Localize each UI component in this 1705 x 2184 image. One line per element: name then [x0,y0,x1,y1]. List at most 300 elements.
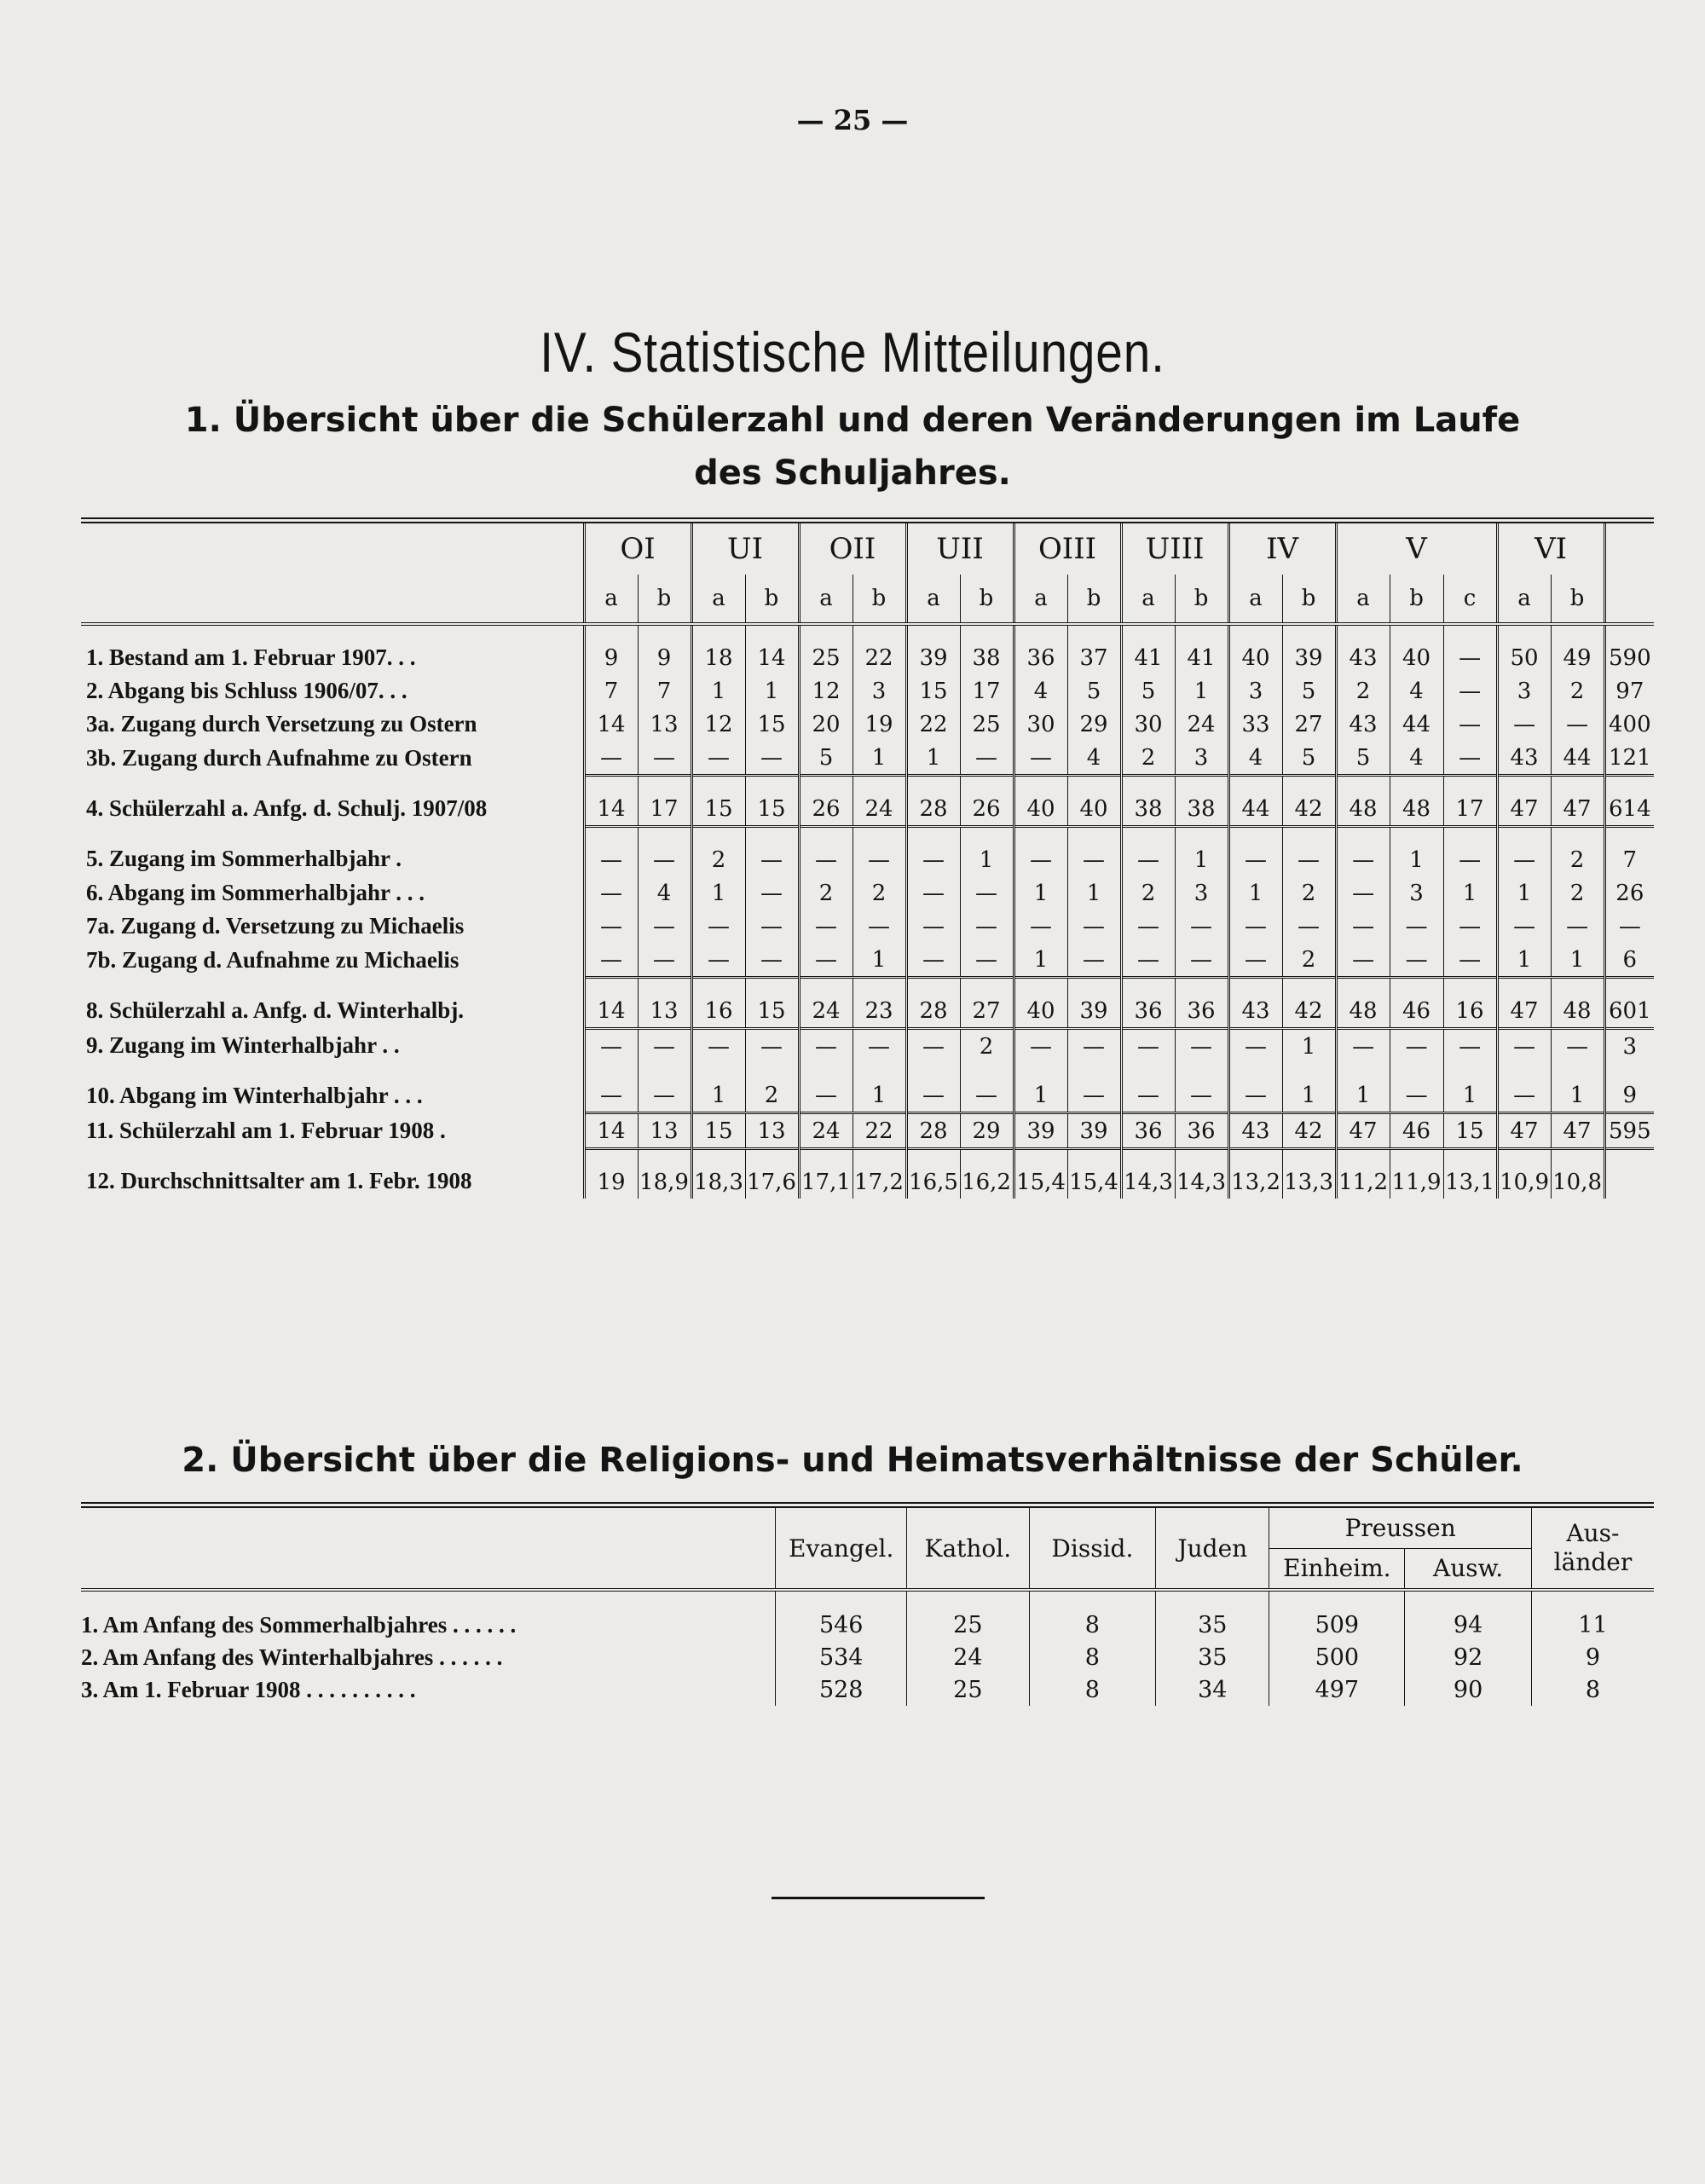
table-cell: — [1390,1029,1443,1064]
header-auslaender-line1: Aus- [1566,1519,1620,1547]
table-cell: 47 [1551,776,1604,827]
table-cell: — [1014,910,1067,943]
table-cell: 3 [1390,876,1443,910]
row-label: 1. Bestand am 1. Februar 1907. . . [86,644,416,670]
header-ausw: Ausw. [1405,1548,1532,1590]
table-cell: — [1443,741,1497,776]
table-cell: 2 [1551,827,1604,877]
row-total: 614 [1604,776,1654,827]
table-cell: — [1443,624,1497,674]
table-cell: 1 [1175,674,1228,708]
table-cell: 1 [745,674,799,708]
table-cell: — [745,943,799,978]
table-cell: — [745,741,799,776]
subclass-header: a [1336,575,1390,624]
subclass-header: a [584,575,638,624]
table-cell: 29 [960,1113,1014,1149]
table-cell: 38 [1121,776,1175,827]
header-auslaender [1531,1505,1654,1591]
table-cell: 14 [584,1113,638,1149]
table-cell: 9 [1531,1641,1654,1673]
table-cell: 40 [1390,624,1443,674]
row-label: 5. Zugang im Sommerhalbjahr . [86,846,402,872]
table-cell: 15 [691,776,745,827]
table-cell: 2 [960,1029,1014,1064]
religion-origin-table [81,1502,1654,1706]
table-cell: 39 [1014,1113,1067,1149]
table-cell: 25 [907,1590,1029,1641]
table-cell: — [852,1029,906,1064]
table-cell: — [1121,910,1175,943]
table2-label-header [81,1505,776,1591]
class-header: V [1336,521,1497,575]
table-cell: — [1497,910,1551,943]
table-cell: 1 [1497,876,1551,910]
table-cell: 41 [1121,624,1175,674]
table-cell: 1 [1551,1063,1604,1113]
subclass-header: b [1282,575,1336,624]
table-cell: 4 [1067,741,1121,776]
table-cell: 4 [1228,741,1282,776]
table-cell: 40 [1014,776,1067,827]
table-row [81,1063,1654,1113]
table-cell: 23 [852,978,906,1029]
table-cell: 42 [1282,1113,1336,1149]
table-cell: — [799,910,852,943]
table-cell: 1 [1228,876,1282,910]
table-cell: 3 [852,674,906,708]
table-cell: — [1497,1063,1551,1113]
table-cell: 20 [799,708,852,741]
religion-origin-body [81,1590,1654,1706]
header-dissid: Dissid. [1029,1505,1156,1591]
table-cell: — [906,876,960,910]
label-subheader [81,575,584,624]
subclass-header: a [1014,575,1067,624]
table-cell: 2 [1121,876,1175,910]
table-cell: 30 [1014,708,1067,741]
table-cell: — [1443,708,1497,741]
table-cell: 15 [691,1113,745,1149]
class-header: UI [691,521,799,575]
table-row [81,943,1654,978]
table-row [81,624,1654,674]
row-total: 400 [1604,708,1654,741]
table-cell: 1 [1551,943,1604,978]
table-cell: 16,5 [906,1149,960,1199]
table-cell: 40 [1228,624,1282,674]
table-cell: — [1067,910,1121,943]
class-header: OII [799,521,906,575]
row-total: 121 [1604,741,1654,776]
subclass-header: a [691,575,745,624]
total-subheader [1604,575,1654,624]
table-cell: 27 [1282,708,1336,741]
table-cell: 1 [1014,943,1067,978]
row-total: 6 [1604,943,1654,978]
table-cell: 24 [907,1641,1029,1673]
table-cell: 29 [1067,708,1121,741]
table-row [81,1113,1654,1149]
table-cell: — [852,827,906,877]
table-cell: — [1175,1029,1228,1064]
table-cell: 48 [1390,776,1443,827]
table-cell: — [1551,708,1604,741]
table-cell: 15 [745,708,799,741]
table-cell: 15 [745,776,799,827]
table-cell: 14 [584,978,638,1029]
table-cell: 25 [960,708,1014,741]
table-cell: — [638,910,691,943]
row-label: 10. Abgang im Winterhalbjahr . . . [86,1082,423,1108]
row-label: 12. Durchschnittsalter am 1. Febr. 1908 [86,1168,472,1194]
label-header [81,521,584,575]
row-total: — [1604,910,1654,943]
table-cell: 1 [1497,943,1551,978]
table-cell: 1 [1282,1029,1336,1064]
table-cell: 48 [1551,978,1604,1029]
table-cell: — [852,910,906,943]
table-cell: 1 [1067,876,1121,910]
table-cell: 16,2 [960,1149,1014,1199]
table-cell: — [1228,827,1282,877]
subclass-header: a [906,575,960,624]
table-cell: — [799,1029,852,1064]
row-label: 9. Zugang im Winterhalbjahr . . [86,1032,400,1059]
class-header: UIII [1121,521,1228,575]
table-cell: — [1497,827,1551,877]
table-cell: 44 [1390,708,1443,741]
table-cell: 43 [1228,978,1282,1029]
table-cell: — [1390,910,1443,943]
table-cell: 30 [1121,708,1175,741]
header-kathol: Kathol. [907,1505,1029,1591]
table-cell: — [799,1063,852,1113]
table-cell: 17 [1443,776,1497,827]
table-cell: 509 [1269,1590,1405,1641]
table-cell: — [584,910,638,943]
row-label: 3b. Zugang durch Aufnahme zu Ostern [86,744,472,771]
table-cell: — [799,827,852,877]
table-cell: 36 [1014,624,1067,674]
total-header [1604,521,1654,575]
table-row [81,876,1654,910]
table-cell: 37 [1067,624,1121,674]
row-label: 6. Abgang im Sommerhalbjahr . . . [86,880,425,905]
table-cell: 3 [1497,674,1551,708]
table-cell: 2 [1121,741,1175,776]
table-cell: — [1067,827,1121,877]
header-evangel: Evangel. [776,1505,907,1591]
table-row [81,741,1654,776]
row-label: 7b. Zugang d. Aufnahme zu Michaelis [86,946,459,973]
table-cell: 27 [960,978,1014,1029]
table-cell: — [1336,1029,1390,1064]
table-cell: 92 [1405,1641,1532,1673]
subclass-header: c [1443,575,1497,624]
table-cell: 13,2 [1228,1149,1282,1199]
table-cell: 18,3 [691,1149,745,1199]
table-cell: 1 [852,1063,906,1113]
header-juden: Juden [1156,1505,1269,1591]
table-cell: 24 [799,1113,852,1149]
table-cell: 15 [745,978,799,1029]
table-cell: 43 [1336,624,1390,674]
table-cell: 26 [960,776,1014,827]
table-cell: 3 [1175,741,1228,776]
table-cell: 47 [1497,1113,1551,1149]
table-cell: 17 [960,674,1014,708]
subclass-header: a [1228,575,1282,624]
table-cell: — [1282,827,1336,877]
table-cell: 2 [1282,943,1336,978]
table-cell: 1 [852,943,906,978]
table-cell: 18,9 [638,1149,691,1199]
table-cell: — [906,1063,960,1113]
table-cell: — [960,910,1014,943]
row-total: 3 [1604,1029,1654,1064]
row-label: 4. Schülerzahl a. Anfg. d. Schulj. 1907/08 [86,795,488,821]
row-label: 11. Schülerzahl am 1. Februar 1908 . [86,1118,446,1143]
table-row [81,708,1654,741]
table-cell: — [1443,1029,1497,1064]
class-header: VI [1497,521,1604,575]
table-cell: 12 [799,674,852,708]
table-cell: — [584,1063,638,1113]
table-cell: 25 [799,624,852,674]
table-cell: — [1336,827,1390,877]
table-row [81,978,1654,1029]
row-label: 2. Abgang bis Schluss 1906/07. . . [86,678,407,703]
table-cell: — [584,876,638,910]
table-cell: — [691,943,745,978]
subclass-header: b [1551,575,1604,624]
table-cell: 2 [852,876,906,910]
table-cell: 42 [1282,978,1336,1029]
table-cell: 11 [1531,1590,1654,1641]
table-cell: 43 [1228,1113,1282,1149]
table-cell: 46 [1390,978,1443,1029]
table-cell: — [584,1029,638,1064]
table-cell: 42 [1282,776,1336,827]
table-cell: 19 [852,708,906,741]
row-total: 601 [1604,978,1654,1029]
subclass-header-row [81,575,1654,624]
table-cell: — [1551,1029,1604,1064]
row-label: 1. Am Anfang des Sommerhalbjahres . . . . . . [81,1611,517,1638]
table-cell: 48 [1336,978,1390,1029]
row-total: 26 [1604,876,1654,910]
table-cell: 43 [1497,741,1551,776]
table-cell: — [1228,1029,1282,1064]
table-cell: 36 [1121,978,1175,1029]
table-cell: 3 [1175,876,1228,910]
table-cell: 546 [776,1590,907,1641]
row-total: 595 [1604,1113,1654,1149]
table-cell: 1 [1390,827,1443,877]
table-cell: 2 [745,1063,799,1113]
table-cell: 14,3 [1121,1149,1175,1199]
table-cell: 5 [799,741,852,776]
table-cell: — [1175,1063,1228,1113]
table-cell: — [906,943,960,978]
table-row [81,1641,1654,1673]
table-cell: 17,2 [852,1149,906,1199]
table-cell: — [638,943,691,978]
table-cell: — [745,910,799,943]
table-cell: — [1067,943,1121,978]
table-cell: 1 [960,827,1014,877]
table-cell: — [906,827,960,877]
table-cell: 13 [638,708,691,741]
table-cell: 12 [691,708,745,741]
table-row [81,674,1654,708]
table-cell: — [745,876,799,910]
table-cell: 26 [799,776,852,827]
table-cell: — [1336,910,1390,943]
table-cell: 1 [691,1063,745,1113]
row-label: 2. Am Anfang des Winterhalbjahres . . . . . . [81,1644,503,1670]
table-cell: 15 [1443,1113,1497,1149]
footer-rule [772,1897,985,1899]
table-cell: 14 [745,624,799,674]
table-cell: 39 [1067,978,1121,1029]
table-cell: 36 [1121,1113,1175,1149]
table-cell: 1 [852,741,906,776]
table-cell: — [638,741,691,776]
table-cell: 47 [1336,1113,1390,1149]
table-cell: 47 [1497,776,1551,827]
table-cell: 46 [1390,1113,1443,1149]
table-cell: — [1175,943,1228,978]
table-cell: — [638,1063,691,1113]
table-row [81,1590,1654,1641]
class-header: UII [906,521,1014,575]
table-cell: — [1443,910,1497,943]
table-cell: — [1551,910,1604,943]
pupil-count-table [81,517,1654,1199]
table-cell: 25 [907,1673,1029,1706]
table-cell: 18 [691,624,745,674]
table-cell: — [1175,910,1228,943]
table-cell: 39 [1067,1113,1121,1149]
table-cell: — [638,1029,691,1064]
table-cell: 13 [638,978,691,1029]
table-cell: 49 [1551,624,1604,674]
table-cell: — [1390,943,1443,978]
table-cell: 4 [1390,741,1443,776]
subclass-header: a [799,575,852,624]
table-cell: 1 [1282,1063,1336,1113]
table-cell: 24 [799,978,852,1029]
table-cell: 90 [1405,1673,1532,1706]
table-cell: — [1390,1063,1443,1113]
class-header-row [81,521,1654,575]
class-header: IV [1228,521,1336,575]
table-cell: 17 [638,776,691,827]
table-cell: 9 [638,624,691,674]
table-cell: 2 [1551,876,1604,910]
table-cell: — [691,741,745,776]
table-cell: 2 [1282,876,1336,910]
table-cell: 22 [852,624,906,674]
table-cell: 2 [799,876,852,910]
table-cell: 28 [906,978,960,1029]
table-cell: 9 [584,624,638,674]
table-cell: 11,2 [1336,1149,1390,1199]
table-row [81,1029,1654,1064]
table-cell: 94 [1405,1590,1532,1641]
table-cell: 8 [1029,1641,1156,1673]
table-cell: — [1228,1063,1282,1113]
table-cell: 44 [1551,741,1604,776]
table-cell: 7 [584,674,638,708]
table-cell: 13,1 [1443,1149,1497,1199]
header-preussen: Preussen [1269,1505,1531,1549]
table-cell: 35 [1156,1641,1269,1673]
table-cell: 28 [906,776,960,827]
table-cell: 500 [1269,1641,1405,1673]
table-row [81,1673,1654,1706]
table-cell: — [1014,741,1067,776]
table-cell: 13,3 [1282,1149,1336,1199]
table-cell: 8 [1029,1673,1156,1706]
subclass-header: b [1175,575,1228,624]
table-cell: — [1443,827,1497,877]
table-cell: — [1121,943,1175,978]
page-number: — 25 — [796,104,909,136]
table-cell: 14,3 [1175,1149,1228,1199]
table-cell: — [1443,674,1497,708]
subclass-header: b [1390,575,1443,624]
table-cell: 35 [1156,1590,1269,1641]
table-cell: 11,9 [1390,1149,1443,1199]
table-cell: — [584,741,638,776]
table-cell: — [906,1029,960,1064]
table-cell: 10,8 [1551,1149,1604,1199]
row-label: 3a. Zugang durch Versetzung zu Ostern [86,711,477,737]
table-cell: 5 [1282,741,1336,776]
table-cell: 16 [1443,978,1497,1029]
table-cell: — [799,943,852,978]
table-cell: 13 [745,1113,799,1149]
table-cell: — [1121,827,1175,877]
table-cell: 38 [960,624,1014,674]
table-cell: 47 [1551,1113,1604,1149]
table-cell: — [960,1063,1014,1113]
table-cell: 40 [1014,978,1067,1029]
class-header: OIII [1014,521,1121,575]
table-cell: — [906,910,960,943]
table-cell: 38 [1175,776,1228,827]
table-cell: — [638,827,691,877]
table-cell: 4 [1014,674,1067,708]
table-cell: 14 [584,708,638,741]
table-cell: 15,4 [1067,1149,1121,1199]
table-cell: — [1014,827,1067,877]
table-cell: — [745,827,799,877]
table-cell: 24 [1175,708,1228,741]
table-cell: — [584,943,638,978]
table-cell: — [745,1029,799,1064]
table-cell: 39 [1282,624,1336,674]
table-cell: 7 [638,674,691,708]
table-cell: 4 [1390,674,1443,708]
table-cell: 5 [1067,674,1121,708]
table-cell: 5 [1336,741,1390,776]
table-cell: 44 [1228,776,1282,827]
table-cell: 528 [776,1673,907,1706]
